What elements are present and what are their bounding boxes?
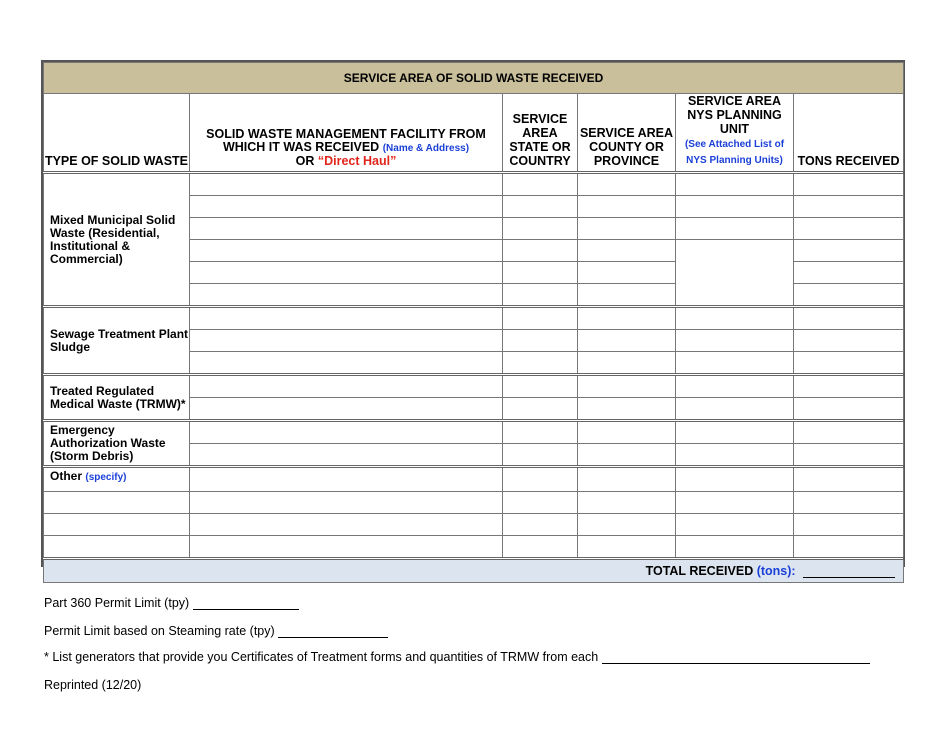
nys-cell[interactable] — [676, 375, 794, 398]
state-cell[interactable] — [503, 398, 578, 421]
facility-cell[interactable] — [190, 352, 503, 375]
tons-cell[interactable] — [794, 492, 904, 514]
type-trmw: Treated Regulated Medical Waste (TRMW)* — [44, 375, 190, 421]
state-cell[interactable] — [503, 262, 578, 284]
facility-cell[interactable] — [190, 218, 503, 240]
tons-cell[interactable] — [794, 307, 904, 330]
state-cell[interactable] — [503, 330, 578, 352]
total-blank[interactable] — [803, 577, 895, 578]
county-cell[interactable] — [578, 307, 676, 330]
table-title: SERVICE AREA OF SOLID WASTE RECEIVED — [44, 63, 904, 94]
header-nys — [676, 94, 794, 173]
header-nys-note: (See Attached List of NYS Planning Units) — [684, 139, 785, 166]
state-cell[interactable] — [503, 536, 578, 559]
county-cell[interactable] — [578, 284, 676, 307]
header-facility-note: (Name & Address) — [382, 143, 470, 154]
state-cell[interactable] — [503, 375, 578, 398]
tons-cell[interactable] — [794, 398, 904, 421]
county-cell[interactable] — [578, 421, 676, 444]
header-facility-main: SOLID WASTE MANAGEMENT FACILITY FROM WHICH IT WAS RECEIVED — [206, 127, 486, 154]
header-facility-or: OR — [295, 154, 315, 168]
tons-cell[interactable] — [794, 218, 904, 240]
type-other-note: (specify) — [85, 472, 127, 483]
county-cell[interactable] — [578, 262, 676, 284]
county-cell[interactable] — [578, 492, 676, 514]
type-msw: Mixed Municipal Solid Waste (Residential, Institutional & Commercial) — [44, 173, 190, 307]
type-other — [44, 467, 190, 492]
facility-cell[interactable] — [190, 262, 503, 284]
nys-cell[interactable] — [676, 514, 794, 536]
permit-steaming-label: Permit Limit based on Steaming rate (tpy) — [44, 624, 275, 638]
total-row — [44, 559, 904, 583]
facility-cell[interactable] — [190, 240, 503, 262]
state-cell[interactable] — [503, 444, 578, 467]
county-cell[interactable] — [578, 196, 676, 218]
permit-steaming-line — [44, 624, 388, 638]
tons-cell[interactable] — [794, 467, 904, 492]
state-cell[interactable] — [503, 467, 578, 492]
nys-cell[interactable] — [676, 444, 794, 467]
county-cell[interactable] — [578, 240, 676, 262]
facility-cell[interactable] — [190, 536, 503, 559]
state-cell[interactable] — [503, 284, 578, 307]
state-cell[interactable] — [503, 173, 578, 196]
nys-cell[interactable] — [676, 421, 794, 444]
state-cell[interactable] — [503, 240, 578, 262]
nys-cell[interactable] — [676, 240, 794, 307]
tons-cell[interactable] — [794, 352, 904, 375]
header-county: SERVICE AREA COUNTY OR PROVINCE — [578, 94, 676, 173]
state-cell[interactable] — [503, 492, 578, 514]
tons-cell[interactable] — [794, 284, 904, 307]
state-cell[interactable] — [503, 514, 578, 536]
facility-cell[interactable] — [190, 173, 503, 196]
nys-cell[interactable] — [676, 536, 794, 559]
tons-cell[interactable] — [794, 330, 904, 352]
county-cell[interactable] — [578, 218, 676, 240]
facility-cell[interactable] — [190, 492, 503, 514]
state-cell[interactable] — [503, 307, 578, 330]
facility-cell[interactable] — [190, 514, 503, 536]
permit-steaming-blank[interactable] — [278, 637, 388, 638]
reprinted: Reprinted (12/20) — [44, 678, 142, 692]
facility-cell[interactable] — [190, 330, 503, 352]
nys-cell[interactable] — [676, 352, 794, 375]
county-cell[interactable] — [578, 536, 676, 559]
tons-cell[interactable] — [794, 421, 904, 444]
permit-limit-line — [44, 596, 299, 610]
type-sludge: Sewage Treatment Plant Sludge — [44, 307, 190, 375]
permit-limit-label: Part 360 Permit Limit (tpy) — [44, 596, 190, 610]
tons-cell[interactable] — [794, 262, 904, 284]
header-tons: TONS RECEIVED — [794, 94, 904, 173]
nys-cell[interactable] — [676, 467, 794, 492]
facility-cell[interactable] — [190, 375, 503, 398]
nys-cell[interactable] — [676, 218, 794, 240]
facility-cell[interactable] — [190, 398, 503, 421]
county-cell[interactable] — [578, 514, 676, 536]
county-cell[interactable] — [578, 375, 676, 398]
facility-cell[interactable] — [190, 307, 503, 330]
county-cell[interactable] — [578, 398, 676, 421]
county-cell[interactable] — [578, 467, 676, 492]
other-type-cell[interactable] — [44, 514, 190, 536]
type-emergency: Emergency Authorization Waste (Storm Debris) — [44, 421, 190, 467]
state-cell[interactable] — [503, 352, 578, 375]
tons-cell[interactable] — [794, 375, 904, 398]
tons-cell[interactable] — [794, 444, 904, 467]
header-nys-main: SERVICE AREA NYS PLANNING UNIT — [687, 94, 782, 136]
total-label: TOTAL RECEIVED — [645, 564, 754, 578]
tons-cell[interactable] — [794, 536, 904, 559]
state-cell[interactable] — [503, 421, 578, 444]
nys-cell[interactable] — [676, 196, 794, 218]
permit-limit-blank[interactable] — [193, 609, 299, 610]
generators-note: * List generators that provide you Certificates of Treatment forms and quantities of TRMW from each — [44, 650, 599, 664]
generators-line — [44, 650, 870, 664]
nys-cell[interactable] — [676, 173, 794, 196]
state-cell[interactable] — [503, 196, 578, 218]
tons-cell[interactable] — [794, 240, 904, 262]
facility-cell[interactable] — [190, 284, 503, 307]
county-cell[interactable] — [578, 352, 676, 375]
county-cell[interactable] — [578, 173, 676, 196]
generators-blank[interactable] — [602, 663, 870, 664]
facility-cell[interactable] — [190, 467, 503, 492]
header-type: TYPE OF SOLID WASTE — [44, 94, 190, 173]
facility-cell[interactable] — [190, 196, 503, 218]
other-type-cell[interactable] — [44, 536, 190, 559]
nys-cell[interactable] — [676, 307, 794, 330]
facility-cell[interactable] — [190, 421, 503, 444]
nys-cell[interactable] — [676, 398, 794, 421]
nys-cell[interactable] — [676, 492, 794, 514]
header-facility — [190, 94, 503, 173]
county-cell[interactable] — [578, 444, 676, 467]
header-facility-direct: “Direct Haul” — [317, 154, 397, 168]
service-area-table — [43, 62, 904, 583]
other-type-cell[interactable] — [44, 492, 190, 514]
tons-cell[interactable] — [794, 173, 904, 196]
header-state: SERVICE AREA STATE OR COUNTRY — [503, 94, 578, 173]
county-cell[interactable] — [578, 330, 676, 352]
tons-cell[interactable] — [794, 514, 904, 536]
type-other-label: Other — [50, 469, 83, 483]
tons-cell[interactable] — [794, 196, 904, 218]
state-cell[interactable] — [503, 218, 578, 240]
facility-cell[interactable] — [190, 444, 503, 467]
total-unit: (tons): — [756, 564, 796, 578]
nys-cell[interactable] — [676, 330, 794, 352]
